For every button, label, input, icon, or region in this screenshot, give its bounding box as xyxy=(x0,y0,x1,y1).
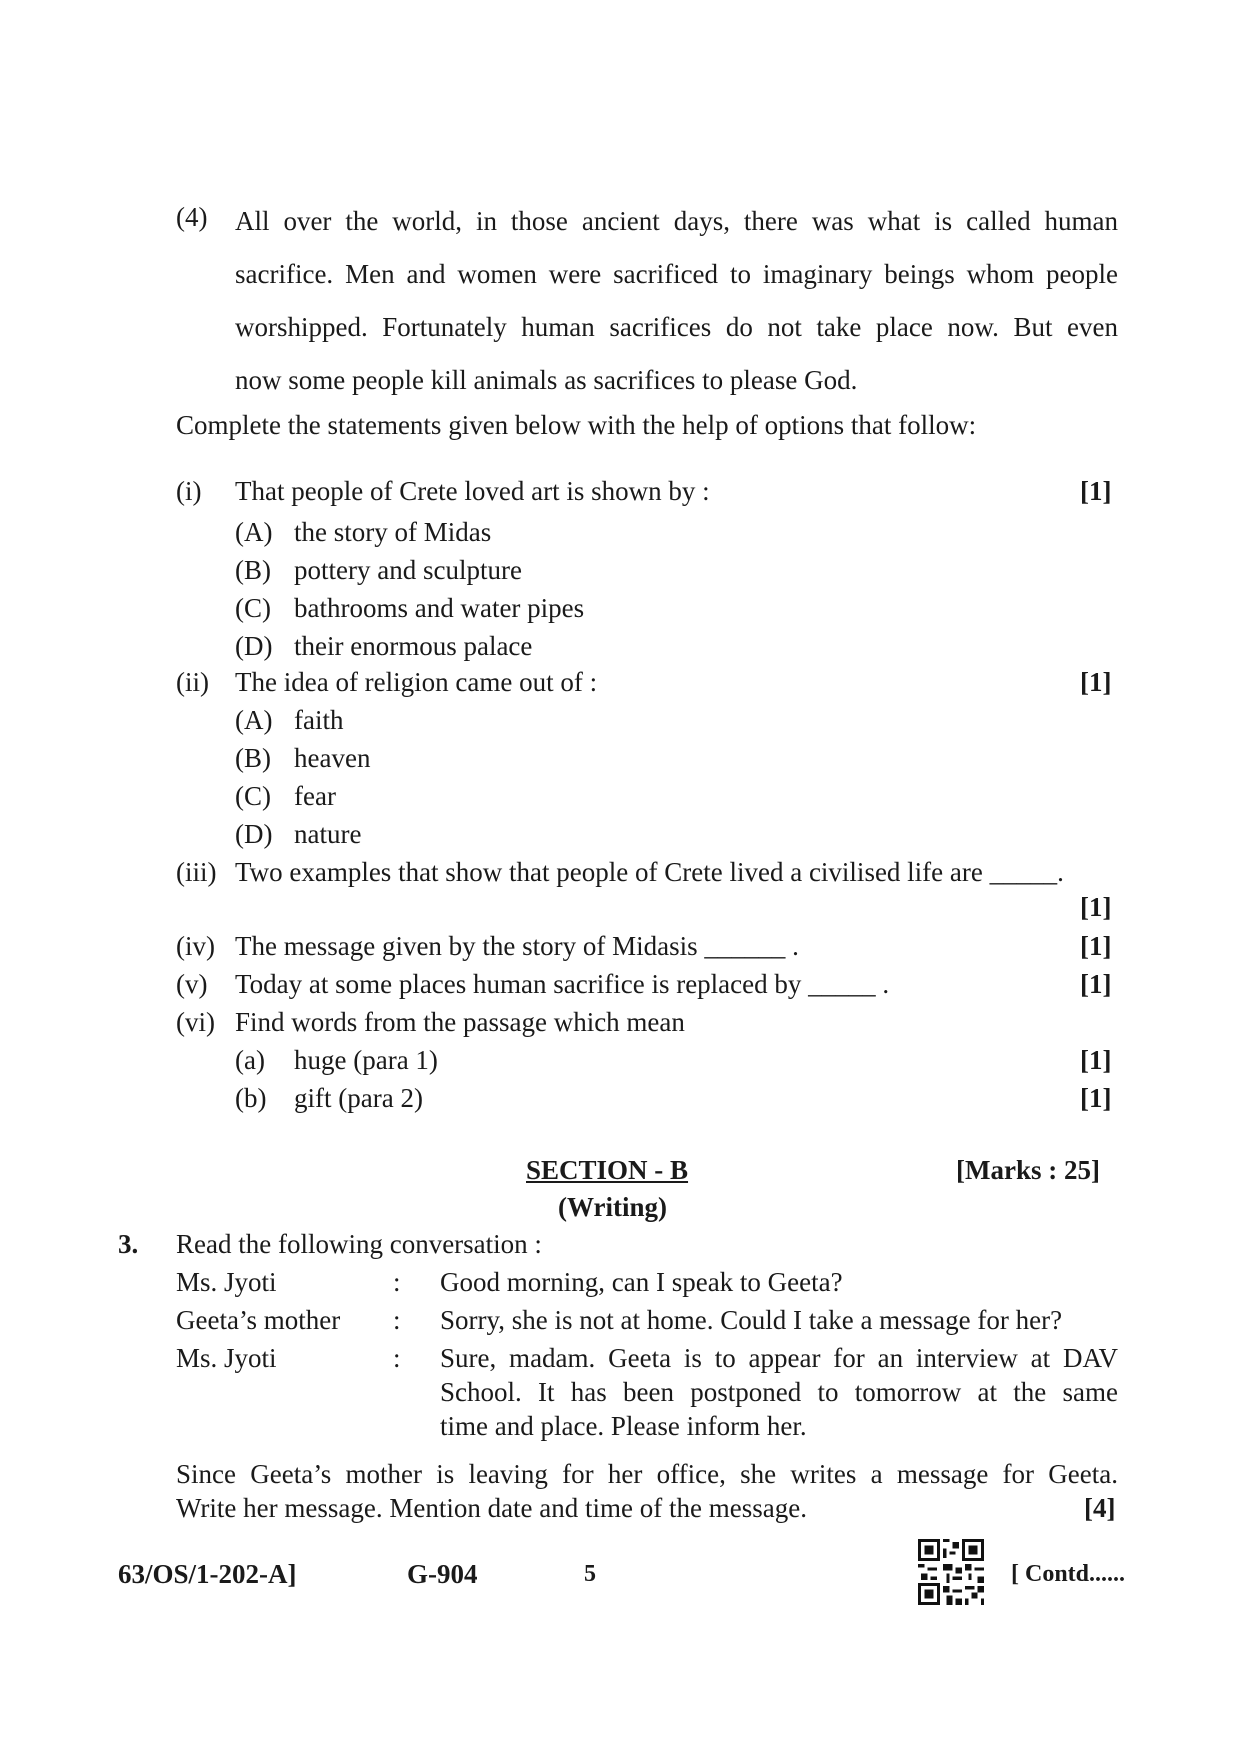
footer-series: G-904 xyxy=(407,1559,478,1589)
marks: [4] xyxy=(1084,1493,1116,1523)
option xyxy=(235,817,362,851)
speaker: Geeta’s mother xyxy=(176,1305,341,1335)
dialogue-line: Sure, madam. Geeta is to appear for an interview at DAV xyxy=(440,1343,1118,1373)
option-text: their enormous palace xyxy=(294,631,533,661)
colon: : xyxy=(393,1267,401,1297)
option-text: pottery and sculpture xyxy=(294,555,522,585)
passage-line: worshipped. Fortunately human sacrifices do not take place now. But even xyxy=(235,312,1118,342)
option xyxy=(235,741,371,775)
question-number: (v) xyxy=(176,969,208,999)
marks: [1] xyxy=(1080,1045,1112,1075)
question-number: (ii) xyxy=(176,667,209,697)
colon: : xyxy=(393,1305,401,1335)
question-number: (iii) xyxy=(176,857,217,887)
speaker: Ms. Jyoti xyxy=(176,1267,277,1297)
question-text: Find words from the passage which mean xyxy=(235,1007,685,1037)
option-label: (C) xyxy=(235,781,271,811)
dialogue-line: time and place. Please inform her. xyxy=(440,1411,807,1441)
page-number: 5 xyxy=(584,1561,596,1587)
option-text: heaven xyxy=(294,743,371,773)
footer-code: 63/OS/1-202-A] xyxy=(118,1559,297,1589)
instruction: Complete the statements given below with the help of options that follow: xyxy=(176,410,977,440)
colon: : xyxy=(393,1343,401,1373)
task-line: Since Geeta’s mother is leaving for her office, she writes a message for Geeta. xyxy=(176,1459,1118,1489)
question-3-intro: Read the following conversation : xyxy=(176,1229,542,1259)
option-text: nature xyxy=(294,819,362,849)
passage-number: (4) xyxy=(176,202,208,232)
contd-label: [ Contd...... xyxy=(1011,1561,1126,1587)
option-label: (D) xyxy=(235,631,273,661)
question-text: The message given by the story of Midasis ______ . xyxy=(235,931,799,961)
dialogue: Sorry, she is not at home. Could I take a message for her? xyxy=(440,1305,1063,1335)
sub-label: (b) xyxy=(235,1083,267,1113)
option-label: (C) xyxy=(235,593,271,623)
qr-code-icon xyxy=(918,1539,984,1605)
question-number: (i) xyxy=(176,476,202,506)
marks: [1] xyxy=(1080,892,1112,922)
marks: [1] xyxy=(1080,1083,1112,1113)
sub-text: gift (para 2) xyxy=(294,1083,423,1113)
marks: [1] xyxy=(1080,969,1112,999)
option xyxy=(235,779,336,813)
marks: [1] xyxy=(1080,931,1112,961)
question-3-number: 3. xyxy=(118,1229,139,1259)
question-iii xyxy=(176,855,1120,889)
option xyxy=(235,515,492,549)
option-label: (A) xyxy=(235,705,273,735)
option-text: bathrooms and water pipes xyxy=(294,593,585,623)
task-line: Write her message. Mention date and time of the message. xyxy=(176,1493,807,1523)
sub-question xyxy=(235,1043,438,1077)
option xyxy=(235,553,522,587)
option-label: (B) xyxy=(235,743,271,773)
section-subtitle: (Writing) xyxy=(558,1192,667,1222)
passage-line: All over the world, in those ancient days, there was what is called human xyxy=(235,206,1118,236)
passage-line: now some people kill animals as sacrifices to please God. xyxy=(235,365,858,395)
section-marks: [Marks : 25] xyxy=(956,1155,1100,1185)
marks: [1] xyxy=(1080,476,1112,506)
task-text xyxy=(176,1457,1118,1525)
option-label: (B) xyxy=(235,555,271,585)
option-text: fear xyxy=(294,781,336,811)
option xyxy=(235,703,344,737)
question-text: Two examples that show that people of Crete lived a civilised life are _____. xyxy=(235,857,1064,887)
sub-question xyxy=(235,1081,423,1115)
question-text: The idea of religion came out of : xyxy=(235,667,598,697)
sub-text: huge (para 1) xyxy=(294,1045,438,1075)
sub-label: (a) xyxy=(235,1045,265,1075)
option xyxy=(235,591,585,625)
passage-line: sacrifice. Men and women were sacrificed to imaginary beings whom people xyxy=(235,259,1118,289)
dialogue-line: School. It has been postponed to tomorrow at the same xyxy=(440,1377,1118,1407)
passage-text xyxy=(235,195,1118,407)
option-text: the story of Midas xyxy=(294,517,492,547)
option xyxy=(235,629,533,663)
question-number: (vi) xyxy=(176,1007,215,1037)
speaker: Ms. Jyoti xyxy=(176,1343,277,1373)
question-text: Today at some places human sacrifice is replaced by _____ . xyxy=(235,969,890,999)
option-label: (D) xyxy=(235,819,273,849)
marks: [1] xyxy=(1080,667,1112,697)
dialogue: Good morning, can I speak to Geeta? xyxy=(440,1267,843,1297)
section-title: SECTION - B xyxy=(526,1155,689,1185)
option-text: faith xyxy=(294,705,344,735)
dialogue xyxy=(440,1341,1118,1443)
question-text: That people of Crete loved art is shown by : xyxy=(235,476,710,506)
question-number: (iv) xyxy=(176,931,215,961)
option-label: (A) xyxy=(235,517,273,547)
